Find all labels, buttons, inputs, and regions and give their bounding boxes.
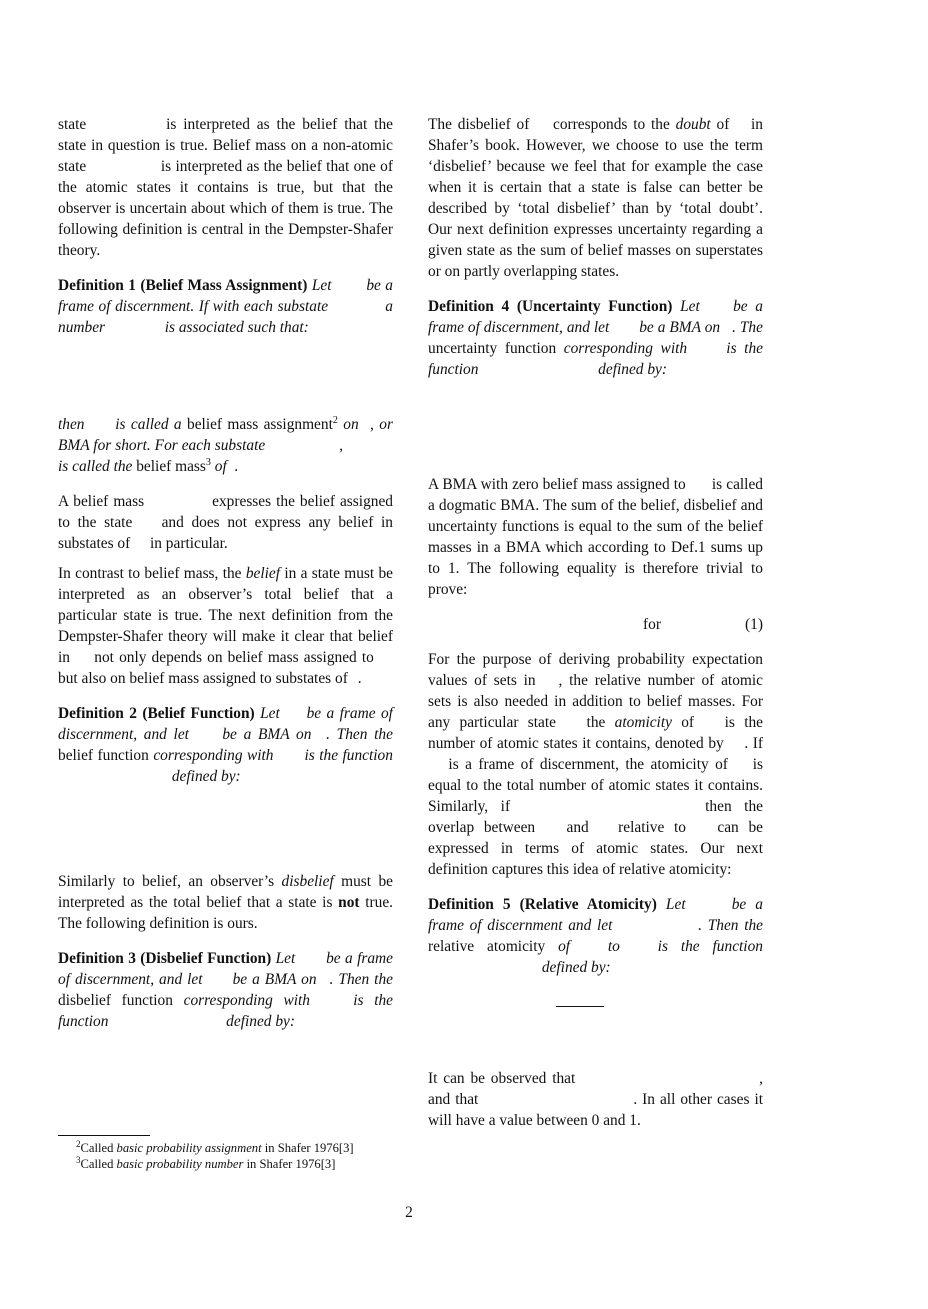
def5-text-g: is the function	[657, 938, 763, 955]
footnote-3-mark: 3	[76, 1154, 81, 1165]
disbelief-text-disbelief: disbelief	[281, 873, 334, 890]
def2-text-h: is the function	[304, 747, 393, 764]
atom-text-l: relative to	[618, 819, 686, 836]
def3-text-b: be a frame of discernment, and let	[58, 950, 393, 988]
definition-1	[58, 275, 393, 477]
atom-text-c: the	[586, 714, 606, 731]
def2-term-function: function	[97, 747, 149, 764]
doubt-text-doubt: doubt	[675, 116, 711, 133]
equation-1-number: (1)	[745, 616, 763, 633]
def5-text-a: Let	[665, 896, 686, 913]
observed-paragraph	[428, 1068, 763, 1131]
definition-2-heading: Definition 2 (Belief Function)	[58, 705, 255, 722]
def3-text-d: . Then the	[329, 971, 393, 988]
def1-text-f: is called a	[115, 416, 182, 433]
equation-1-for: for	[643, 616, 661, 633]
def4-text-c: be a BMA on	[639, 319, 721, 336]
atom-text-i: is equal to the total number of atomic states it contains. Similarly, if	[428, 756, 763, 815]
contrast-text-a: In contrast to belief mass, the	[58, 565, 242, 582]
footnote-3-text-a: Called	[80, 1157, 114, 1171]
def2-text-d: . Then the	[326, 726, 393, 743]
def1-text-c: a number	[58, 298, 393, 336]
def1-text-k: is called the	[58, 458, 133, 475]
def2-text-b: be a frame of discernment, and let	[58, 705, 393, 743]
bm-text-a: A belief mass	[58, 493, 145, 510]
dogmatic-paragraph	[428, 474, 763, 600]
definition-3	[58, 948, 393, 1032]
disbelief-text-a: Similarly to belief, an observer’s	[58, 873, 275, 890]
atom-text-e: of	[681, 714, 695, 731]
bm-text-b: expresses the belief assigned to the state	[58, 493, 393, 531]
footnote-2-text-a: Called	[80, 1141, 114, 1155]
def1-text-b: be a frame of discernment. If with each substate	[58, 277, 393, 315]
def1-text-a: Let	[311, 277, 332, 294]
footnote-3-text-b: basic probability number	[116, 1157, 244, 1171]
equation-placeholder	[58, 338, 393, 414]
atom-text-m: can be expressed in terms of atomic states. Our next definition captures this idea of relative atomicity:	[428, 819, 763, 878]
atom-text-g: . If	[744, 735, 763, 752]
belief-mass-paragraph	[58, 491, 393, 554]
footnotes	[58, 1135, 393, 1172]
contrast-text-d: not only depends on belief mass assigned to	[94, 649, 374, 666]
contrast-text-c: in a state must be interpreted as an observer’s total belief that a particular state is true. The next definition from the Dempster-Shafer theory will make it clear that belief in	[58, 565, 393, 666]
def5-term-relative-atomicity: relative atomicity	[428, 938, 546, 955]
doubt-text-b: corresponds to the	[553, 116, 670, 133]
atom-text-k: and	[566, 819, 589, 836]
definition-1-heading: Definition 1 (Belief Mass Assignment)	[58, 277, 308, 294]
def1-term-belief-mass: belief mass	[136, 458, 206, 475]
definition-4	[428, 296, 763, 380]
def1-term-bma: belief mass assignment	[187, 416, 333, 433]
def1-text-j: ,	[339, 437, 344, 454]
def1-text-n: .	[234, 458, 239, 475]
def3-term-disbelief: disbelief	[58, 992, 111, 1009]
def4-text-a: Let	[680, 298, 700, 315]
def4-term-uncertainty: uncertainty	[428, 340, 498, 357]
def2-text-i: defined by:	[171, 768, 241, 785]
atom-text-j: then the overlap between	[428, 798, 763, 836]
def4-text-d: . The	[732, 319, 763, 336]
disbelief-text-c: must be interpreted as the total belief that a state is	[58, 873, 393, 911]
disbelief-text-not: not	[338, 894, 360, 911]
bm-text-c: and does not express any belief in substates of	[58, 514, 393, 552]
atom-text-a: For the purpose of deriving probability expectation values of sets in	[428, 651, 763, 689]
equation-relative-atomicity	[428, 978, 763, 1020]
def5-text-b: be a frame of discernment and let	[428, 896, 763, 934]
def1-text-d: is associated such that:	[164, 319, 309, 336]
def3-term-function: function	[121, 992, 173, 1009]
def1-text-m: of	[214, 458, 227, 475]
def1-text-i: , or BMA for short. For each substate	[58, 416, 393, 454]
contrast-text-f: .	[357, 670, 362, 687]
def4-text-g: corresponding with	[563, 340, 688, 357]
intro-text-3: is interpreted as the belief that one of the atomic states it contains is true, but that the observer is uncertain about which of them is true. The following definition is central in the Dempster-Shafer theory.	[58, 158, 393, 259]
def2-text-c: be a BMA on	[222, 726, 312, 743]
contrast-text-e: but also on belief mass assigned to substates of	[58, 670, 348, 687]
doubt-text-e: in Shafer’s book. However, we choose to use the term ‘disbelief’ because we feel that for example the case when it is certain that a state is false can better be described by ‘total disbelief’ than by ‘total doubt’. Our next definition expresses uncertainty regarding a given state as the sum of belief masses on superstates or on partly overlapping states.	[428, 116, 763, 280]
page-number: 2	[405, 1204, 413, 1221]
footnote-3-text-c: in Shafer 1976[3]	[246, 1157, 336, 1171]
doubt-paragraph	[428, 114, 763, 282]
def5-text-c: . Then the	[698, 917, 763, 934]
disbelief-text-e: true. The following definition is ours.	[58, 894, 393, 932]
definition-5-heading: Definition 5 (Relative Atomicity)	[428, 896, 657, 913]
fraction-bar	[556, 1006, 604, 1007]
footnote-mark-2: 2	[332, 414, 338, 426]
def5-text-h: defined by:	[541, 959, 611, 976]
definition-3-heading: Definition 3 (Disbelief Function)	[58, 950, 272, 967]
def3-text-c: be a BMA on	[232, 971, 317, 988]
footnote-2-text-b: basic probability assignment	[116, 1141, 262, 1155]
atom-text-f: is the number of atomic states it contains, denoted by	[428, 714, 764, 752]
dogmatic-text-b: is called a dogmatic BMA. The sum of the belief, disbelief and uncertainty functions is equal to the sum of the belief masses in a BMA which according to Def.1 sums up to 1. The following equality is therefore trivial to prove:	[428, 476, 763, 598]
footnote-rule	[58, 1135, 150, 1136]
contrast-text-belief: belief	[245, 565, 280, 582]
intro-paragraph	[58, 114, 393, 261]
definition-5	[428, 894, 763, 978]
observed-text-c: and that	[428, 1091, 479, 1108]
definition-2	[58, 703, 393, 787]
def4-term-function: function	[504, 340, 557, 357]
def4-text-i: defined by:	[598, 361, 667, 378]
atom-text-b: , the relative number of atomic sets is also needed in addition to belief masses. For any particular state	[428, 672, 763, 731]
def5-text-e: of	[558, 938, 571, 955]
contrast-paragraph	[58, 563, 393, 689]
footnote-2-mark: 2	[76, 1138, 81, 1149]
atom-text-h: is a frame of discernment, the atomicity of	[448, 756, 728, 773]
def2-text-a: Let	[260, 705, 280, 722]
dogmatic-text-a: A BMA with zero belief mass assigned to	[428, 476, 686, 493]
observed-text-b: ,	[759, 1070, 763, 1087]
footnote-3	[58, 1156, 393, 1172]
atom-text-atomicity: atomicity	[614, 714, 672, 731]
def3-text-i: defined by:	[226, 1013, 295, 1030]
right-column	[428, 114, 763, 1131]
def5-text-f: to	[607, 938, 620, 955]
doubt-text-a: The disbelief of	[428, 116, 530, 133]
footnote-mark-3: 3	[205, 456, 211, 468]
observed-text-d: . In all other cases it will have a value between 0 and 1.	[428, 1091, 763, 1129]
def3-text-h: is the function	[58, 992, 393, 1030]
def4-text-h: is the function	[428, 340, 763, 378]
intro-text-2: is interpreted as the belief that the state in question is true. Belief mass on a non-atomic state	[58, 116, 393, 175]
def3-text-a: Let	[275, 950, 296, 967]
doubt-text-d: of	[716, 116, 730, 133]
left-column	[58, 114, 393, 1032]
def3-text-g: corresponding with	[183, 992, 310, 1009]
def1-text-h: on	[343, 416, 359, 433]
atomicity-paragraph	[428, 649, 763, 880]
intro-text-1: state	[58, 116, 87, 133]
footnote-2	[58, 1140, 393, 1156]
def2-term-belief: belief	[58, 747, 94, 764]
observed-text-a: It can be observed that	[428, 1070, 576, 1087]
def4-text-b: be a frame of discernment, and let	[428, 298, 763, 336]
definition-4-heading: Definition 4 (Uncertainty Function)	[428, 298, 673, 315]
footnote-2-text-c: in Shafer 1976[3]	[264, 1141, 354, 1155]
def2-text-g: corresponding with	[153, 747, 274, 764]
equation-1	[428, 614, 763, 635]
def1-text-e: then	[58, 416, 85, 433]
bm-text-d: in particular.	[149, 535, 228, 552]
disbelief-paragraph	[58, 871, 393, 934]
